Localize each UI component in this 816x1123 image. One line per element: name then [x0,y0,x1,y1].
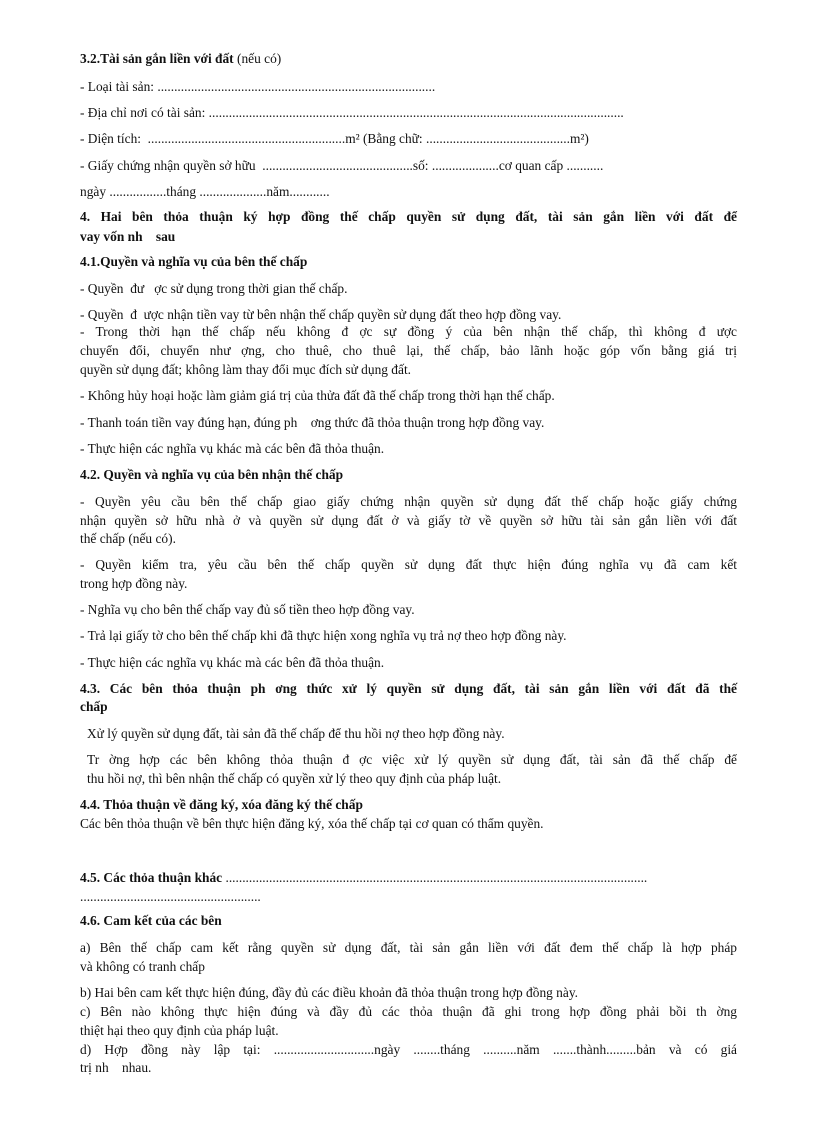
commitment-d-2: trị nh nhau. [80,1060,152,1075]
mortgagor-duty-3a: - Trong thời hạn thế chấp nếu không đ ợc sự đồng ý của bên nhận thế chấp, thì không đ ược [80,324,737,339]
section-4-6-heading: 4.6. Cam kết của các bên [80,913,222,928]
section-3-2-title: 3.2.Tài sản gắn liền với đất [80,51,234,66]
mortgagor-duty-3b: chuyển đổi, chuyển như ợng, cho thuê, cho thuê lại, thế chấp, bảo lãnh hoặc góp vốn bằng giá trị [80,343,737,358]
commitment-c-1: c) Bên nào không thực hiện đúng và đầy đủ các thỏa thuận đã ghi trong hợp đồng phải bồi th ờng [80,1004,737,1019]
commitment-a-2: và không có tranh chấp [80,959,205,974]
mortgagee-right-1a: - Quyền yêu cầu bên thế chấp giao giấy chứng nhận quyền sử dụng đất thế chấp hoặc giấy chứng [80,494,737,509]
mortgagor-duty-5: - Thanh toán tiền vay đúng hạn, đúng ph ơng thức đã thỏa thuận trong hợp đồng vay. [80,415,545,430]
mortgagor-duty-6: - Thực hiện các nghĩa vụ khác mà các bên đã thỏa thuận. [80,441,385,456]
section-4-heading-cont: vay vốn nh sau [80,229,176,244]
commitment-c-2: thiệt hại theo quy định của pháp luật. [80,1023,279,1038]
section-4-3-heading-cont: chấp [80,699,108,714]
mortgagee-right-2a: - Quyền kiểm tra, yêu cầu bên thế chấp quyền sử dụng đất thực hiện đúng nghĩa vụ đã cam kết [80,557,737,572]
mortgagee-right-1b: nhận quyền sở hữu nhà ở và quyền sử dụng đất ở và giấy tờ về quyền sở hữu tài sản gắn liền với đất [80,513,737,528]
commitment-b: b) Hai bên cam kết thực hiện đúng, đầy đủ các điều khoản đã thỏa thuận trong hợp đồng này. [80,985,578,1000]
section-4-5-line [80,870,647,886]
section-3-2-heading [80,51,281,67]
section-4-3-heading: 4.3. Các bên thỏa thuận ph ơng thức xử lý quyền sử dụng đất, tài sản gắn liền với đất đã thế [80,681,737,696]
mortgagee-duty-5: - Thực hiện các nghĩa vụ khác mà các bên đã thỏa thuận. [80,655,385,670]
other-agreements-blank-2: ...................................................... [80,889,261,904]
mortgagor-duty-4: - Không hủy hoại hoặc làm giảm giá trị của thửa đất đã thế chấp trong thời hạn thế chấp. [80,388,555,403]
section-4-2-heading: 4.2. Quyền và nghĩa vụ của bên nhận thế chấp [80,467,344,482]
section-4-1-heading: 4.1.Quyền và nghĩa vụ của bên thế chấp [80,254,308,269]
commitment-a-1: a) Bên thế chấp cam kết rằng quyền sử dụng đất, tài sản gắn liền với đất đem thế chấp là hợp pháp [80,940,737,955]
mortgagor-right-1: - Quyền đư ợc sử dụng trong thời gian thế chấp. [80,281,348,296]
mortgagee-right-2b: trong hợp đồng này. [80,576,188,591]
asset-address-line: - Địa chỉ nơi có tài sản: ............................................................................................................................ [80,105,624,120]
handling-paragraph-2b: thu hồi nợ, thì bên nhận thế chấp có quyền xử lý theo quy định của pháp luật. [87,771,502,786]
other-agreements-blank: .............................................................................................................................. [222,870,648,885]
section-3-2-note: (nếu có) [233,51,282,66]
section-4-4-heading: 4.4. Thỏa thuận về đăng ký, xóa đăng ký thế chấp [80,797,363,812]
mortgagor-duty-3c: quyền sử dụng đất; không làm thay đổi mục đích sử dụng đất. [80,362,412,377]
mortgagee-duty-3: - Nghĩa vụ cho bên thế chấp vay đủ số tiền theo hợp đồng vay. [80,602,415,617]
registration-agreement-line: Các bên thỏa thuận về bên thực hiện đăng ký, xóa thế chấp tại cơ quan có thẩm quyền. [80,816,544,831]
issue-date-line: ngày .................tháng ....................năm............ [80,184,330,199]
handling-paragraph-1: Xử lý quyền sử dụng đất, tài sản đã thế chấp để thu hồi nợ theo hợp đồng này. [87,726,505,741]
asset-type-line: - Loại tài sản: ................................................................................... [80,79,436,94]
section-4-heading: 4. Hai bên thỏa thuận ký hợp đồng thế chấp quyền sử dụng đất, tài sản gắn liền với đất để [80,209,737,224]
mortgagee-right-1c: thế chấp (nếu có). [80,531,176,546]
area-line: - Diện tích: ...........................................................m² (Bằng chữ: ...........................................m²) [80,131,589,146]
mortgagee-duty-4: - Trả lại giấy tờ cho bên thế chấp khi đã thực hiện xong nghĩa vụ trả nợ theo hợp đồng này. [80,628,567,643]
commitment-d-1: d) Hợp đồng này lập tại: ..............................ngày ........tháng ..........năm .......thành.........bản và có giá [80,1042,737,1057]
mortgagor-right-2: - Quyền đ ược nhận tiền vay từ bên nhận thế chấp quyền sử dụng đất theo hợp đồng vay. [80,307,562,322]
section-4-5-heading: 4.5. Các thỏa thuận khác [80,870,223,885]
handling-paragraph-2a: Tr ờng hợp các bên không thỏa thuận đ ợc việc xử lý quyền sử dụng đất, tài sản đã thế chấp để [87,752,737,767]
ownership-certificate-line: - Giấy chứng nhận quyền sở hữu .............................................số: ....................cơ quan cấp ........... [80,158,604,173]
